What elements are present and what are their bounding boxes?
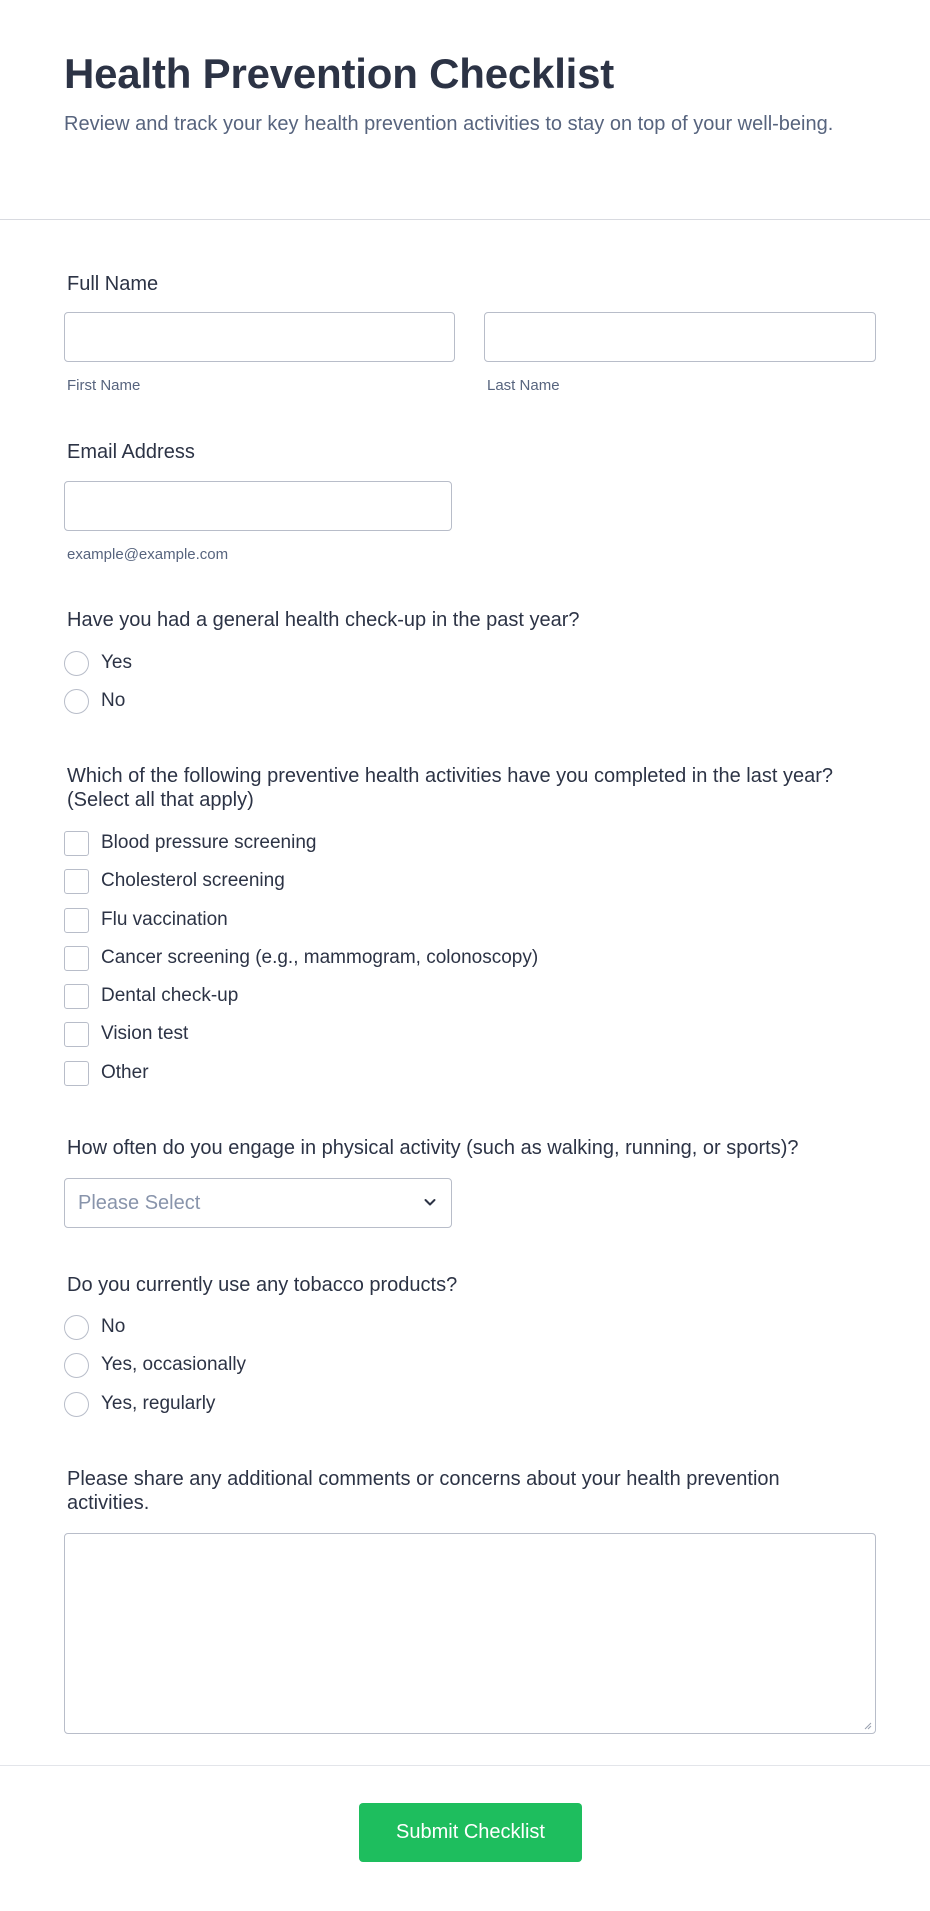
checkup-question: Have you had a general health check-up in the past year?	[67, 609, 580, 631]
checkbox-option[interactable]	[64, 830, 316, 856]
radio-button[interactable]	[64, 689, 89, 714]
email-sublabel: example@example.com	[67, 546, 229, 563]
checkbox-option[interactable]	[64, 945, 538, 971]
email-input[interactable]	[64, 481, 452, 531]
radio-option-no[interactable]	[64, 1314, 125, 1340]
physical-activity-question: How often do you engage in physical activity (such as walking, running, or sports)?	[67, 1137, 799, 1159]
radio-option-label: Yes, regularly	[101, 1393, 216, 1414]
radio-option-label: Yes	[101, 652, 132, 673]
checkbox-label: Dental check-up	[101, 985, 239, 1006]
checkbox[interactable]	[64, 908, 89, 933]
checkbox-label: Other	[101, 1062, 149, 1083]
checkbox[interactable]	[64, 831, 89, 856]
comments-question: Please share any additional comments or concerns about your health prevention activities.	[67, 1468, 780, 1514]
checkbox-option[interactable]	[64, 983, 238, 1009]
radio-option-label: No	[101, 690, 126, 711]
checkbox-option[interactable]	[64, 1060, 149, 1086]
radio-button[interactable]	[64, 1315, 89, 1340]
checkbox-label: Flu vaccination	[101, 909, 228, 930]
email-label: Email Address	[67, 441, 195, 463]
page-subtitle: Review and track your key health prevention activities to stay on top of your well-being.	[64, 113, 834, 135]
radio-button[interactable]	[64, 1353, 89, 1378]
activities-question: Which of the following preventive health activities have you completed in the last year? (Select all that apply)	[67, 765, 833, 811]
checkbox[interactable]	[64, 984, 89, 1009]
first-name-input[interactable]	[64, 312, 455, 362]
resize-handle-icon[interactable]	[862, 1720, 872, 1730]
last-name-sublabel: Last Name	[487, 377, 560, 394]
radio-option-no[interactable]	[64, 688, 125, 714]
checkbox[interactable]	[64, 869, 89, 894]
full-name-label: Full Name	[67, 273, 159, 295]
checkbox[interactable]	[64, 946, 89, 971]
checkbox-label: Cholesterol screening	[101, 870, 285, 891]
form-header	[0, 0, 930, 220]
page-title: Health Prevention Checklist	[64, 50, 615, 97]
first-name-sublabel: First Name	[67, 377, 141, 394]
checkbox-option[interactable]	[64, 1021, 188, 1047]
checkbox-label: Cancer screening (e.g., mammogram, colonoscopy)	[101, 947, 539, 968]
physical-activity-select[interactable]	[64, 1178, 452, 1228]
last-name-input[interactable]	[484, 312, 876, 362]
chevron-down-icon	[422, 1194, 438, 1210]
checkbox-option[interactable]	[64, 907, 228, 933]
radio-option-regularly[interactable]	[64, 1391, 215, 1417]
checkbox-label: Vision test	[101, 1023, 189, 1044]
checkbox-option[interactable]	[64, 868, 285, 894]
comments-textarea[interactable]	[64, 1533, 876, 1734]
radio-button[interactable]	[64, 1392, 89, 1417]
radio-option-occasionally[interactable]	[64, 1352, 246, 1378]
footer-divider	[0, 1765, 930, 1766]
select-placeholder: Please Select	[78, 1192, 201, 1214]
checkbox[interactable]	[64, 1061, 89, 1086]
radio-button[interactable]	[64, 651, 89, 676]
radio-option-yes[interactable]	[64, 650, 132, 676]
radio-option-label: Yes, occasionally	[101, 1354, 247, 1375]
checkbox[interactable]	[64, 1022, 89, 1047]
submit-button[interactable]: Submit Checklist	[359, 1803, 582, 1862]
radio-option-label: No	[101, 1316, 126, 1337]
checkbox-label: Blood pressure screening	[101, 832, 317, 853]
tobacco-question: Do you currently use any tobacco products?	[67, 1274, 458, 1296]
